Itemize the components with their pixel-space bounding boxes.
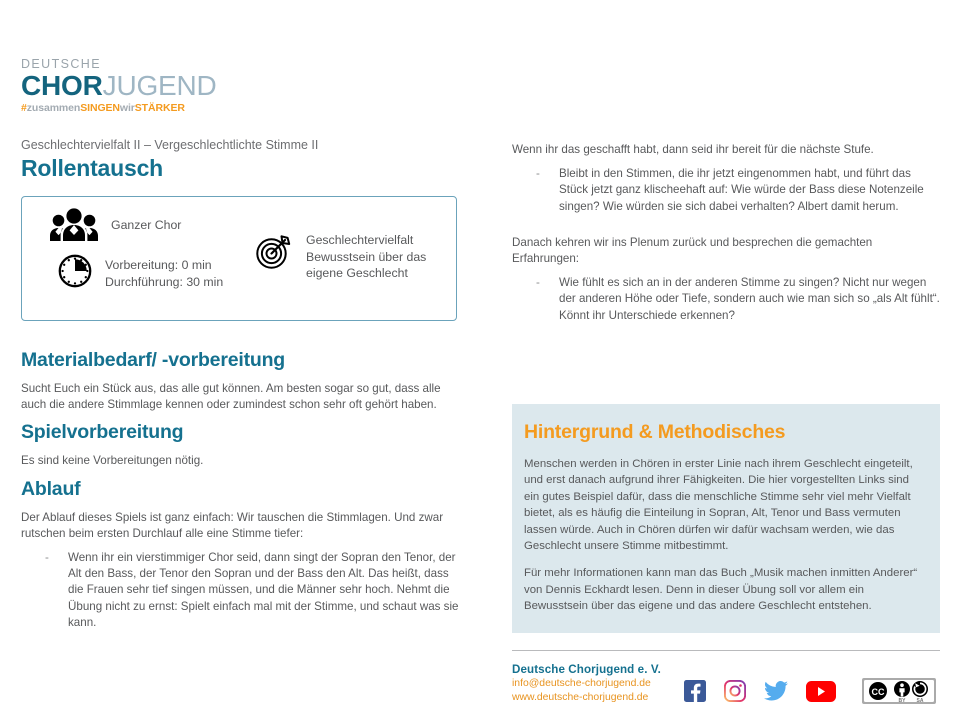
info-goal: [255, 232, 426, 282]
goal-labels: [306, 232, 426, 282]
logo-wordmark: [21, 69, 217, 101]
page-title: Rollentausch: [21, 155, 164, 181]
svg-text:CC: CC: [871, 687, 885, 697]
tagline-hash: #: [21, 101, 27, 114]
target-arrow-icon: [255, 232, 293, 270]
footer-divider: [512, 650, 940, 651]
list-item: - Bleibt in den Stimmen, die ihr jetzt eingenommen habt, und führt das Stück jetzt ganz klischeehaft auf: Wie würde der Bass diese Notenzeile singen? Wie würden sie sich dabei verhalten? Albert damit herum.: [512, 166, 940, 215]
social-media-links: [684, 680, 836, 702]
creative-commons-license-badge[interactable]: [862, 678, 936, 704]
text-next-stage: Wenn ihr das geschafft habt, dann seid ihr bereit für die nächste Stufe.: [512, 143, 874, 156]
right-column: [512, 142, 940, 613]
logo-line-deutsche: DEUTSCHE: [21, 57, 101, 71]
text-material: Sucht Euch ein Stück aus, das alle gut können. Am besten sogar so gut, dass alle auch die andere Stimmlage kennen oder zumindest schon sehr oft gehört haben.: [21, 382, 441, 412]
activity-info-box: [21, 196, 457, 321]
heading-procedure: Ablauf: [21, 477, 81, 500]
left-column: [21, 138, 461, 635]
tagline-staerker: STÄRKER: [134, 101, 185, 114]
heading-material: Materialbedarf/ -vorbereitung: [21, 349, 286, 371]
youtube-icon[interactable]: [806, 681, 836, 702]
goal-line-3: eigene Geschlecht: [306, 266, 408, 280]
clock-icon: [58, 254, 92, 288]
text-preparation: Es sind keine Vorbereitungen nötig.: [21, 454, 204, 468]
heading-background-methods: Hintergrund & Methodisches: [524, 421, 786, 443]
svg-text:SA: SA: [916, 698, 924, 704]
people-group-icon: [50, 208, 98, 242]
twitter-icon[interactable]: [764, 681, 788, 701]
list-item: - Wie fühlt es sich an in der anderen Stimme zu singen? Nicht nur wegen der anderen Höhe oder Tiefe, sondern auch wie man sich so „als Alt fühlt“. Könnt ihr Unterschiede erkennen?: [512, 275, 940, 324]
page-subtitle: Geschlechtervielfalt II – Vergeschlechtlichte Stimme II: [21, 138, 319, 152]
duration-time: Durchführung: 30 min: [105, 274, 224, 289]
facebook-icon[interactable]: [684, 680, 706, 702]
heading-preparation: Spielvorbereitung: [21, 421, 184, 444]
plenum-bullet-list: [512, 275, 940, 324]
svg-text:BY: BY: [898, 698, 906, 704]
info-time: [58, 254, 223, 290]
organization-logo: [21, 58, 217, 113]
footer-email[interactable]: info@deutsche-chorjugend.de: [512, 678, 651, 689]
text-background-2: Für mehr Informationen kann man das Buch „Musik machen inmitten Anderer“ von Dennis Eckhardt lesen. Denn in dieser Übung soll vor allem ein Bewusstsein über das eigene und das andere Geschlecht entstehen.: [524, 567, 918, 613]
text-plenum: Danach kehren wir ins Plenum zurück und besprechen die gemachten Erfahrungen:: [512, 235, 873, 266]
background-methods-box: [512, 404, 940, 633]
next-stage-bullet-list: [512, 166, 940, 215]
list-item: - Wenn ihr ein vierstimmiger Chor seid, dann singt der Sopran den Tenor, der Alt den Bass, der Tenor den Sopran und der Bass den Alt. Das heißt, dass die Frauen sehr tief singen müssen, und die Männer sehr hoch. Nehmt die Übung nicht zu ernst: Spielt einfach mal mit der Stimme, und schaut was sie kann.: [21, 550, 461, 631]
logo-word-jugend: JUGEND: [102, 69, 217, 101]
tagline-wir: wir: [119, 101, 135, 114]
footer-website[interactable]: www.deutsche-chorjugend.de: [512, 692, 649, 703]
preparation-time: Vorbereitung: 0 min: [105, 258, 212, 272]
logo-word-chor: CHOR: [21, 69, 103, 101]
participants-label: Ganzer Chor: [111, 218, 182, 232]
footer-organization: Deutsche Chorjugend e. V.: [512, 663, 661, 676]
text-background-1: Menschen werden in Chören in erster Linie nach ihrem Geschlecht eingeteilt, und erst danach aufgrund ihrer Fähigkeiten. Die hier vorgestellten Links sind ein gutes Beispiel dafür, dass die menschliche Stimme sehr viel mehr Vielfalt bietet, als es häufig die Einteilung in Sopran, Alt, Tenor und Bass vermuten lassen würde. Auch in Chören dürfen wir dafür wachsam werden, wie das Geschlecht unsere Stimme mitbestimmt.: [524, 458, 913, 553]
procedure-bullet-list: [21, 550, 461, 631]
goal-line-2: Bewusstsein über das: [306, 249, 427, 264]
info-participants: [50, 208, 181, 242]
text-procedure-intro: Der Ablauf dieses Spiels ist ganz einfach: Wir tauschen die Stimmlagen. Und zwar rutschen beim ersten Durchlauf alle eine Stimme tiefer:: [21, 510, 444, 540]
goal-line-1: Geschlechtervielfalt: [306, 233, 414, 247]
time-labels: [105, 254, 223, 290]
instagram-icon[interactable]: [724, 680, 746, 702]
logo-tagline: [21, 103, 217, 114]
tagline-singen: SINGEN: [80, 101, 120, 114]
tagline-zusammen: zusammen: [26, 101, 81, 114]
page-footer: [512, 650, 940, 711]
